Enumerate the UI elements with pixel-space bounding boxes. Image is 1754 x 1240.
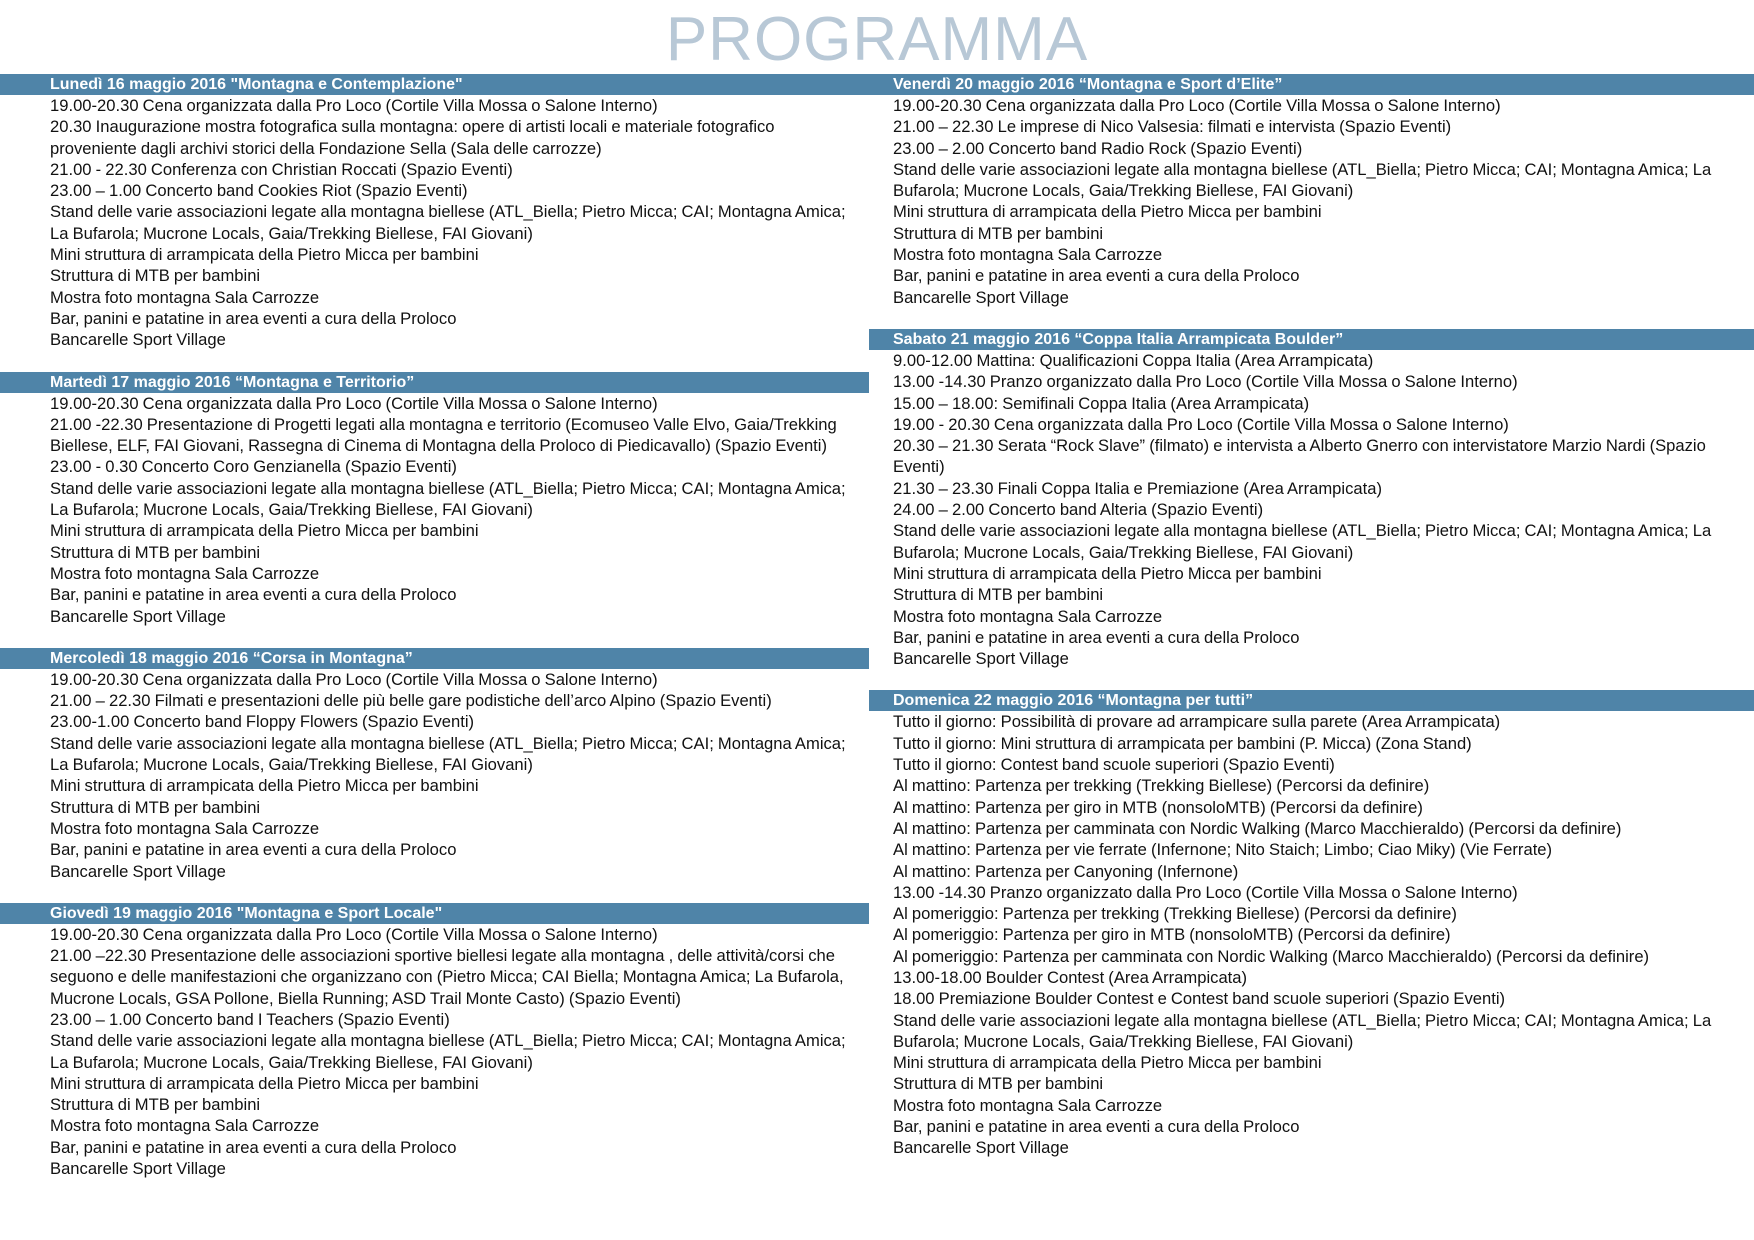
event-item: 20.30 – 21.30 Serata “Rock Slave” (filmato) e intervista a Alberto Gnerro con intervistatore Marzio Nardi (Spazio Eventi) bbox=[893, 436, 1706, 477]
event-item: Tutto il giorno: Mini struttura di arrampicata per bambini (P. Micca) (Zona Stand) bbox=[893, 733, 1472, 753]
event-item: Al pomeriggio: Partenza per trekking (Trekking Biellese) (Percorsi da definire) bbox=[893, 904, 1457, 924]
event-item: Al mattino: Partenza per Canyoning (Infernone) bbox=[893, 861, 1239, 881]
event-item: Al pomeriggio: Partenza per giro in MTB (nonsoloMTB) (Percorsi da definire) bbox=[893, 925, 1451, 945]
event-item: Mostra foto montagna Sala Carrozze bbox=[50, 563, 320, 583]
event-item: Mostra foto montagna Sala Carrozze bbox=[893, 606, 1163, 626]
day-section-friday bbox=[869, 74, 1754, 308]
event-item: Bar, panini e patatine in area eventi a cura della Proloco bbox=[893, 266, 1300, 286]
event-item: Bar, panini e patatine in area eventi a cura della Proloco bbox=[893, 627, 1300, 647]
day-header: Mercoledì 18 maggio 2016 “Corsa in Montagna” bbox=[0, 648, 869, 669]
day-header: Martedì 17 maggio 2016 “Montagna e Territorio” bbox=[0, 372, 869, 393]
event-list bbox=[869, 95, 1754, 308]
day-header: Giovedì 19 maggio 2016 "Montagna e Sport Locale" bbox=[0, 903, 869, 924]
event-item: Al mattino: Partenza per vie ferrate (Infernone; Nito Staich; Limbo; Ciao Miky) (Vie Ferrate) bbox=[893, 840, 1553, 860]
event-item: Mini struttura di arrampicata della Pietro Micca per bambini bbox=[893, 563, 1322, 583]
event-item: Mini struttura di arrampicata della Pietro Micca per bambini bbox=[893, 1053, 1322, 1073]
event-list bbox=[0, 924, 869, 1180]
event-item: Mini struttura di arrampicata della Pietro Micca per bambini bbox=[50, 776, 479, 796]
event-item: Struttura di MTB per bambini bbox=[50, 797, 261, 817]
event-item: 19.00-20.30 Cena organizzata dalla Pro Loco (Cortile Villa Mossa o Salone Interno) bbox=[50, 669, 658, 689]
event-item: Stand delle varie associazioni legate alla montagna biellese (ATL_Biella; Pietro Micca; CAI; Montagna Amica; La Bufarola; Mucrone Locals, Gaia/Trekking Biellese, FAI Giovani) bbox=[893, 159, 1712, 201]
event-item: 23.00-1.00 Concerto band Floppy Flowers (Spazio Eventi) bbox=[50, 712, 475, 732]
event-item: 13.00 -14.30 Pranzo organizzato dalla Pro Loco (Cortile Villa Mossa o Salone Interno) bbox=[893, 372, 1518, 392]
event-item: Bar, panini e patatine in area eventi a cura della Proloco bbox=[50, 840, 457, 860]
event-item: Tutto il giorno: Possibilità di provare ad arrampicare sulla parete (Area Arrampicata) bbox=[893, 712, 1501, 732]
day-section-tuesday bbox=[0, 372, 869, 627]
event-item: 21.00 - 22.30 Conferenza con Christian Roccati (Spazio Eventi) bbox=[50, 159, 513, 179]
event-list bbox=[0, 393, 869, 627]
event-item: Stand delle varie associazioni legate alla montagna biellese (ATL_Biella; Pietro Micca; CAI; Montagna Amica; La Bufarola; Mucrone Locals, Gaia/Trekking Biellese, FAI Giovani) bbox=[50, 202, 846, 243]
event-item: 21.00 – 22.30 Filmati e presentazioni delle più belle gare podistiche dell’arco Alpino (Spazio Eventi) bbox=[50, 691, 772, 711]
event-item: 21.30 – 23.30 Finali Coppa Italia e Premiazione (Area Arrampicata) bbox=[893, 478, 1382, 498]
event-list bbox=[0, 669, 869, 882]
right-column bbox=[869, 74, 1754, 1180]
event-item: 23.00 – 1.00 Concerto band I Teachers (Spazio Eventi) bbox=[50, 1009, 450, 1029]
event-item: Bancarelle Sport Village bbox=[893, 287, 1069, 307]
day-section-saturday bbox=[869, 329, 1754, 669]
day-section-wednesday bbox=[0, 648, 869, 882]
event-item: Mini struttura di arrampicata della Pietro Micca per bambini bbox=[50, 1073, 479, 1093]
event-item: Struttura di MTB per bambini bbox=[893, 1074, 1104, 1094]
event-item: 13.00 -14.30 Pranzo organizzato dalla Pro Loco (Cortile Villa Mossa o Salone Interno) bbox=[893, 882, 1518, 902]
event-item: 15.00 – 18.00: Semifinali Coppa Italia (Area Arrampicata) bbox=[893, 393, 1310, 413]
event-item: 21.00 -22.30 Presentazione di Progetti legati alla montagna e territorio (Ecomuseo Valle Elvo, Gaia/Trekking Biellese, ELF, FAI Giovani, Rassegna di Cinema di Montagna della Proloco di Piedicavallo) (Spazio Eventi) bbox=[50, 414, 837, 456]
event-item: Al mattino: Partenza per camminata con Nordic Walking (Marco Macchieraldo) (Percorsi da definire) bbox=[893, 818, 1622, 838]
event-item: Bar, panini e patatine in area eventi a cura della Proloco bbox=[50, 1137, 457, 1157]
event-item: 19.00-20.30 Cena organizzata dalla Pro Loco (Cortile Villa Mossa o Salone Interno) bbox=[50, 393, 658, 413]
event-item: Al mattino: Partenza per trekking (Trekking Biellese) (Percorsi da definire) bbox=[893, 776, 1430, 796]
left-column bbox=[0, 74, 869, 1200]
day-section-thursday bbox=[0, 903, 869, 1180]
event-item: 13.00-18.00 Boulder Contest (Area Arrampicata) bbox=[893, 967, 1248, 987]
page-title: PROGRAMMA bbox=[665, 5, 1089, 74]
event-item: Mini struttura di arrampicata della Pietro Micca per bambini bbox=[893, 202, 1322, 222]
event-item: Struttura di MTB per bambini bbox=[50, 266, 261, 286]
event-item: Mostra foto montagna Sala Carrozze bbox=[50, 818, 320, 838]
day-header: Venerdì 20 maggio 2016 “Montagna e Sport d’Elite” bbox=[869, 74, 1754, 95]
event-item: 19.00-20.30 Cena organizzata dalla Pro Loco (Cortile Villa Mossa o Salone Interno) bbox=[50, 924, 658, 944]
event-item: Mostra foto montagna Sala Carrozze bbox=[50, 287, 320, 307]
event-item: Struttura di MTB per bambini bbox=[893, 585, 1104, 605]
event-item: Bar, panini e patatine in area eventi a cura della Proloco bbox=[50, 585, 457, 605]
day-section-monday bbox=[0, 74, 869, 351]
event-item: Stand delle varie associazioni legate alla montagna biellese (ATL_Biella; Pietro Micca; CAI; Montagna Amica; La Bufarola; Mucrone Locals, Gaia/Trekking Biellese, FAI Giovani) bbox=[893, 521, 1712, 562]
event-item: 23.00 – 2.00 Concerto band Radio Rock (Spazio Eventi) bbox=[893, 138, 1303, 158]
event-item: 9.00-12.00 Mattina: Qualificazioni Coppa Italia (Area Arrampicata) bbox=[893, 350, 1374, 370]
event-item: Struttura di MTB per bambini bbox=[50, 1095, 261, 1115]
day-header: Sabato 21 maggio 2016 “Coppa Italia Arrampicata Boulder” bbox=[869, 329, 1754, 350]
event-item: 20.30 Inaugurazione mostra fotografica sulla montagna: opere di artisti locali e materiale fotografico proveniente dagli archivi storici della Fondazione Sella (Sala delle carrozze) bbox=[50, 117, 775, 158]
event-item: Tutto il giorno: Contest band scuole superiori (Spazio Eventi) bbox=[893, 755, 1335, 775]
event-list bbox=[869, 711, 1754, 1158]
event-item: Bancarelle Sport Village bbox=[50, 330, 226, 350]
event-item: Mostra foto montagna Sala Carrozze bbox=[893, 245, 1163, 265]
event-item: 21.00 –22.30 Presentazione delle associazioni sportive biellesi legate alla montagna , delle attività/corsi che seguono e delle manifestazioni che organizzano con (Pietro Micca; CAI Biella; Montagna Amica; La Bufarola, Mucrone Locals, GSA Pollone, Biella Running; ASD Trail Monte Casto) (Spazio Eventi) bbox=[50, 946, 844, 1008]
day-header: Lunedì 16 maggio 2016 "Montagna e Contemplazione" bbox=[0, 74, 869, 95]
event-item: Struttura di MTB per bambini bbox=[893, 223, 1104, 243]
event-item: Stand delle varie associazioni legate alla montagna biellese (ATL_Biella; Pietro Micca; CAI; Montagna Amica; La Bufarola; Mucrone Locals, Gaia/Trekking Biellese, FAI Giovani) bbox=[893, 1010, 1712, 1051]
event-item: Mini struttura di arrampicata della Pietro Micca per bambini bbox=[50, 245, 479, 265]
event-item: Stand delle varie associazioni legate alla montagna biellese (ATL_Biella; Pietro Micca; CAI; Montagna Amica; La Bufarola; Mucrone Locals, Gaia/Trekking Biellese, FAI Giovani) bbox=[50, 1031, 846, 1072]
event-item: Al mattino: Partenza per giro in MTB (nonsoloMTB) (Percorsi da definire) bbox=[893, 797, 1423, 817]
event-item: Bar, panini e patatine in area eventi a cura della Proloco bbox=[50, 308, 457, 328]
event-item: Mini struttura di arrampicata della Pietro Micca per bambini bbox=[50, 521, 479, 541]
event-item: Bancarelle Sport Village bbox=[50, 861, 226, 881]
event-item: Bancarelle Sport Village bbox=[50, 1159, 226, 1179]
event-item: Bancarelle Sport Village bbox=[50, 606, 226, 626]
event-item: 21.00 – 22.30 Le imprese di Nico Valsesia: filmati e intervista (Spazio Eventi) bbox=[893, 117, 1452, 137]
event-list bbox=[869, 350, 1754, 669]
event-item: 24.00 – 2.00 Concerto band Alteria (Spazio Eventi) bbox=[893, 500, 1264, 520]
event-item: Al pomeriggio: Partenza per camminata con Nordic Walking (Marco Macchieraldo) (Percorsi da definire) bbox=[893, 946, 1650, 966]
event-item: Bancarelle Sport Village bbox=[893, 1138, 1069, 1158]
event-list bbox=[0, 95, 869, 351]
event-item: 23.00 – 1.00 Concerto band Cookies Riot (Spazio Eventi) bbox=[50, 181, 468, 201]
event-item: 19.00 - 20.30 Cena organizzata dalla Pro Loco (Cortile Villa Mossa o Salone Interno) bbox=[893, 414, 1509, 434]
event-item: 19.00-20.30 Cena organizzata dalla Pro Loco (Cortile Villa Mossa o Salone Interno) bbox=[50, 96, 658, 115]
event-item: Stand delle varie associazioni legate alla montagna biellese (ATL_Biella; Pietro Micca; CAI; Montagna Amica; La Bufarola; Mucrone Locals, Gaia/Trekking Biellese, FAI Giovani) bbox=[50, 478, 846, 520]
event-item: Bancarelle Sport Village bbox=[893, 649, 1069, 669]
event-item: Bar, panini e patatine in area eventi a cura della Proloco bbox=[893, 1117, 1300, 1137]
event-item: Struttura di MTB per bambini bbox=[50, 542, 261, 562]
day-section-sunday bbox=[869, 690, 1754, 1158]
event-item: 19.00-20.30 Cena organizzata dalla Pro Loco (Cortile Villa Mossa o Salone Interno) bbox=[893, 96, 1501, 115]
event-item: Mostra foto montagna Sala Carrozze bbox=[50, 1116, 320, 1136]
event-item: 18.00 Premiazione Boulder Contest e Contest band scuole superiori (Spazio Eventi) bbox=[893, 989, 1506, 1009]
event-item: 23.00 - 0.30 Concerto Coro Genzianella (Spazio Eventi) bbox=[50, 457, 457, 477]
event-item: Mostra foto montagna Sala Carrozze bbox=[893, 1095, 1163, 1115]
event-item: Stand delle varie associazioni legate alla montagna biellese (ATL_Biella; Pietro Micca; CAI; Montagna Amica; La Bufarola; Mucrone Locals, Gaia/Trekking Biellese, FAI Giovani) bbox=[50, 733, 846, 775]
day-header: Domenica 22 maggio 2016 “Montagna per tutti” bbox=[869, 690, 1754, 711]
